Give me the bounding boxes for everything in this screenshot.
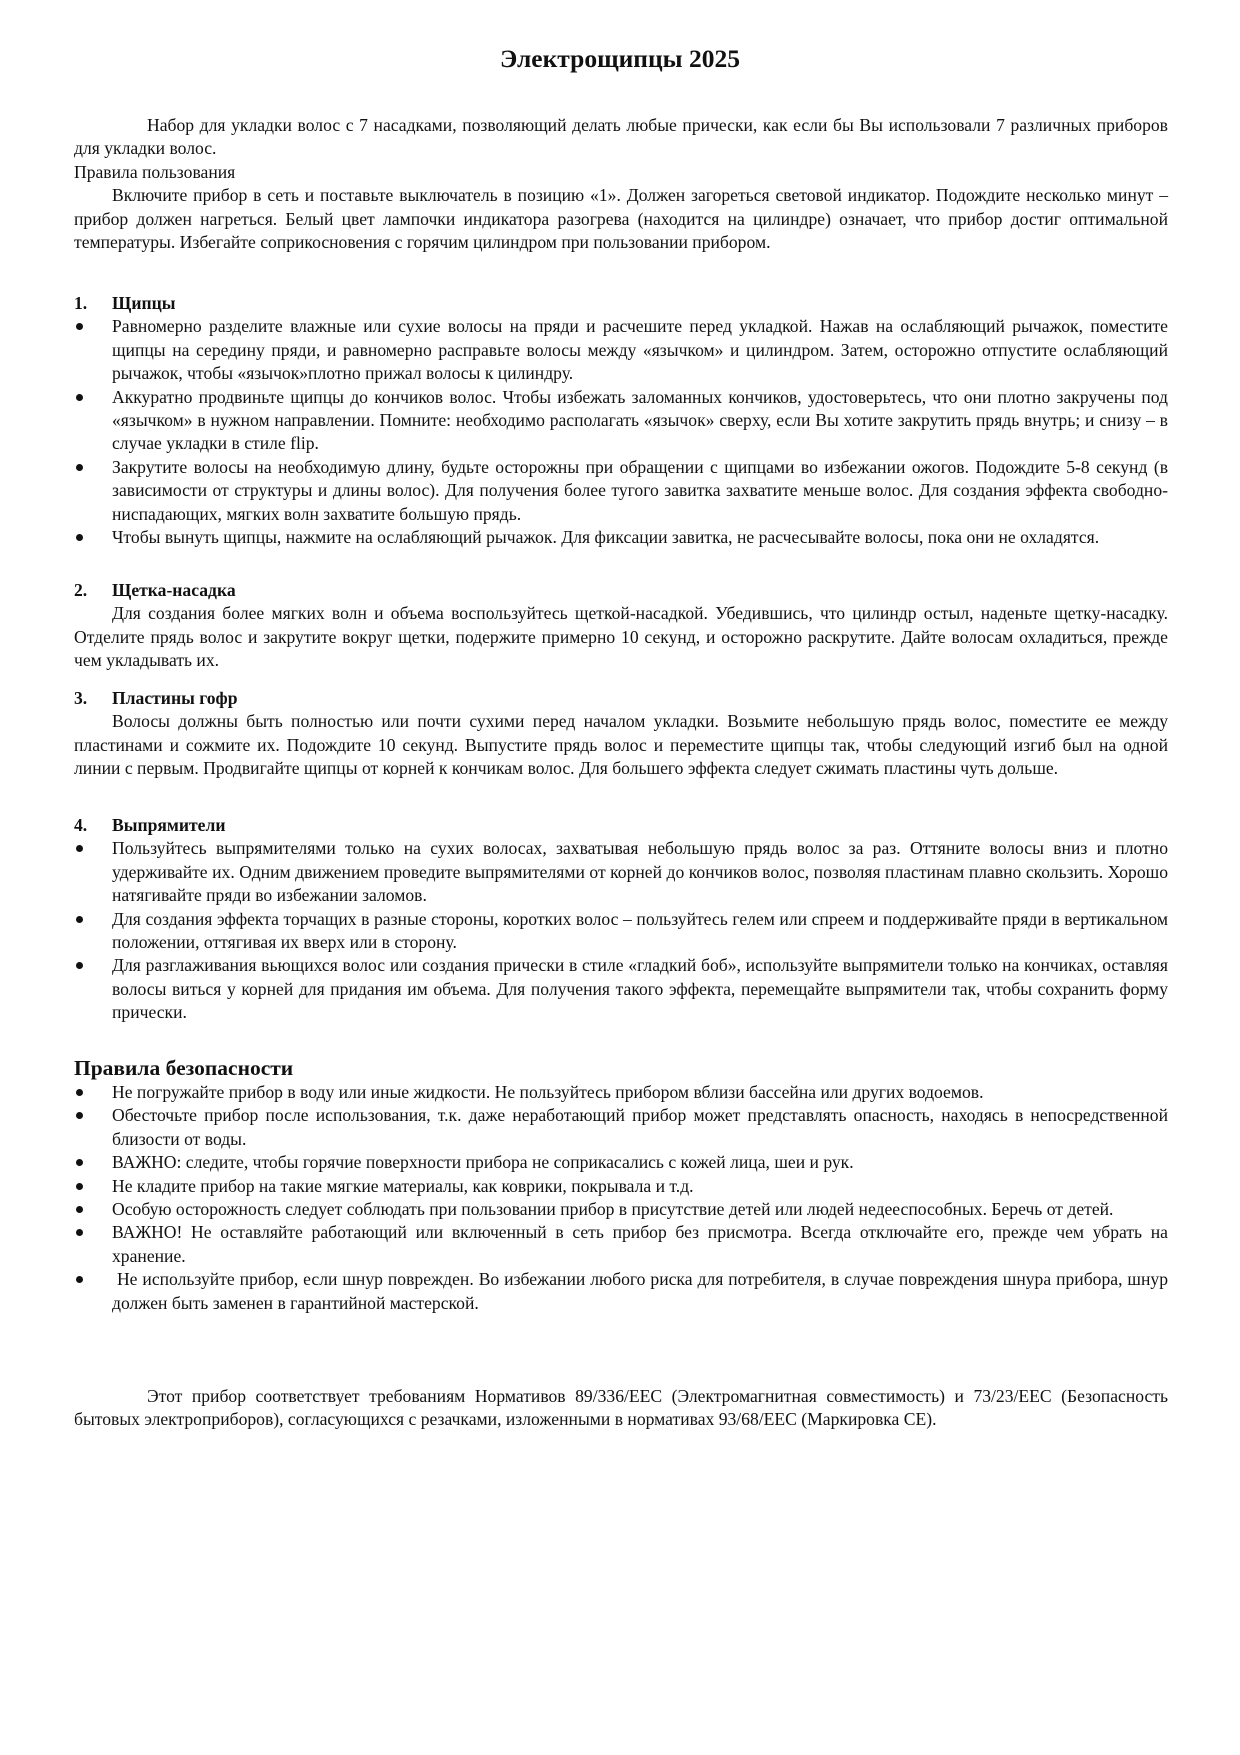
section-paragraph: Для создания более мягких волн и объема воспользуйтесь щеткой-насадкой. Убедившись, что цилиндр остыл, наденьте щетку-насадку. Отделите прядь волос и закрутите вокруг щетки, подержите примерно 10 секунд, и осторожно раскрутите. Дайте волосам охладиться, прежде чем укладывать их. (74, 603, 1168, 671)
list-item-text: Закрутите волосы на необходимую длину, будьте осторожны при обращении с щипцами во избежании ожогов. Подождите 5-8 секунд (в зависимости от структуры и длины волос). Для получения более тугого завитка захватите меньше волос. Для создания эффекта свободно-ниспадающих, мягких волн захватите большую прядь. (112, 456, 1168, 524)
list-item-text: Не кладите прибор на такие мягкие материалы, как коврики, покрывала и т.д. (112, 1175, 694, 1196)
list-item (74, 526, 1168, 549)
list-item (74, 1268, 1173, 1315)
compliance-block (74, 1385, 1168, 1432)
usage-label: Правила пользования (74, 161, 236, 182)
section-heading (74, 687, 1168, 710)
section-brush (74, 579, 1168, 673)
list-item (74, 456, 1168, 526)
list-item-text: ВАЖНО: следите, чтобы горячие поверхности прибора не соприкасались с кожей лица, шеи и рук. (112, 1152, 854, 1173)
list-item (74, 1221, 1168, 1268)
list-item-text: Чтобы вынуть щипцы, нажмите на ослабляющий рычажок. Для фиксации завитка, не расчесывайте волосы, пока они не охладятся. (112, 527, 1100, 548)
section-paragraph: Волосы должны быть полностью или почти сухими перед началом укладки. Возьмите небольшую прядь волос, поместите ее между пластинами и сожмите их. Подождите 10 секунд. Выпустите прядь волос и переместите щипцы так, чтобы следующий изгиб был на одной линии с первым. Продвигайте щипцы от корней к кончикам волос. Для большего эффекта следует сжимать пластины чуть дольше. (74, 711, 1168, 779)
bullet-list (74, 315, 1168, 549)
compliance-paragraph: Этот прибор соответствует требованиям Нормативов 89/336/ЕЕС (Электромагнитная совместимость) и 73/23/ЕЕС (Безопасность бытовых электроприборов), согласующихся с резачками, изложенными в нормативах 93/68/ЕЕС (Маркировка СЕ). (74, 1386, 1168, 1430)
section-heading (74, 814, 1168, 837)
list-item (74, 1175, 1168, 1198)
list-item (74, 954, 1168, 1024)
section-number: 4. (74, 815, 88, 835)
usage-paragraph: Включите прибор в сеть и поставьте выключатель в позицию «1». Должен загореться световой индикатор. Подождите несколько минут – прибор должен нагреться. Белый цвет лампочки индикатора разогрева (находится на цилиндре) означает, что прибор достиг оптимальной температуры. Избегайте соприкосновения с горячим цилиндром при пользовании прибором. (74, 185, 1168, 253)
list-item-text: Пользуйтесь выпрямителями только на сухих волосах, захватывая небольшую прядь волос за раз. Оттяните волосы вниз и плотно удерживайте их. Одним движением проведите выпрямителями от корней до кончиков волос, позволяя пластинам плавно скользить. Хорошо натягивайте пряди во избежании заломов. (112, 838, 1168, 906)
section-number: 2. (74, 580, 88, 600)
document-title: Электрощипцы 2025 (500, 44, 740, 73)
section-tongs (74, 292, 1168, 549)
list-item-text: Особую осторожность следует соблюдать при пользовании прибор в присутствие детей или людей недееспособных. Беречь от детей. (112, 1199, 1114, 1220)
list-item-text: Аккуратно продвиньте щипцы до кончиков волос. Чтобы избежать заломанных кончиков, удостоверьтесь, что они плотно закручены под «язычком» в нужном направлении. Помните: необходимо располагать «язычок» сверху, если Вы хотите закрутить прядь внутрь; и снизу – в случае укладки в стиле flip. (112, 386, 1168, 454)
bullet-list (74, 837, 1168, 1024)
section-heading (74, 292, 1168, 315)
safety-heading: Правила безопасности (74, 1056, 294, 1080)
section-straighteners (74, 814, 1168, 1025)
section-title: Пластины гофр (112, 688, 238, 708)
list-item (74, 1198, 1168, 1221)
safety-section (74, 1055, 1173, 1315)
section-title: Щетка-насадка (112, 580, 236, 600)
list-item-text: ВАЖНО! Не оставляйте работающий или включенный в сеть прибор без присмотра. Всегда отключайте его, прежде чем убрать на хранение. (112, 1222, 1168, 1266)
list-item-text: Для создания эффекта торчащих в разные стороны, коротких волос – пользуйтесь гелем или спреем и поддерживайте пряди в вертикальном положении, оттягивая их вверх или в сторону. (112, 908, 1168, 953)
list-item (74, 386, 1168, 456)
list-item (74, 1104, 1168, 1151)
section-heading (74, 579, 1168, 602)
safety-bullet-list (74, 1081, 1173, 1315)
section-number: 3. (74, 688, 88, 708)
section-crimper (74, 687, 1168, 781)
section-number: 1. (74, 293, 88, 313)
list-item-text: Не используйте прибор, если шнур поврежден. Во избежании любого риска для потребителя, в случае повреждения шнура прибора, шнур должен быть заменен в гарантийной мастерской. (112, 1269, 1173, 1313)
list-item (74, 315, 1168, 385)
list-item-text: Для разглаживания вьющихся волос или создания прически в стиле «гладкий боб», используйте выпрямители только на кончиках, оставляя волосы виться у корней для придания им объема. Для получения такого эффекта, перемещайте выпрямители так, чтобы сохранить форму прически. (112, 955, 1168, 1023)
list-item (74, 1151, 1168, 1174)
list-item-text: Не погружайте прибор в воду или иные жидкости. Не пользуйтесь прибором вблизи бассейна или других водоемов. (112, 1082, 984, 1102)
intro-paragraph: Набор для укладки волос с 7 насадками, позволяющий делать любые прически, как если бы Вы использовали 7 различных приборов для укладки волос. (74, 115, 1168, 159)
intro-block (74, 114, 1168, 254)
section-title: Выпрямители (112, 815, 226, 835)
list-item (74, 837, 1168, 907)
list-item (74, 1081, 1168, 1104)
list-item (74, 908, 1168, 955)
section-title: Щипцы (112, 293, 176, 313)
list-item-text: Обесточьте прибор после использования, т.к. даже неработающий прибор может представлять опасность, находясь в непосредственной близости от воды. (112, 1105, 1168, 1149)
list-item-text: Равномерно разделите влажные или сухие волосы на пряди и расчешите перед укладкой. Нажав на ослабляющий рычажок, поместите щипцы на середину пряди, и равномерно расправьте волосы между «язычком» и цилиндром. Затем, осторожно отпустите ослабляющий рычажок, чтобы «язычок»плотно прижал волосы к цилиндру. (112, 316, 1168, 384)
